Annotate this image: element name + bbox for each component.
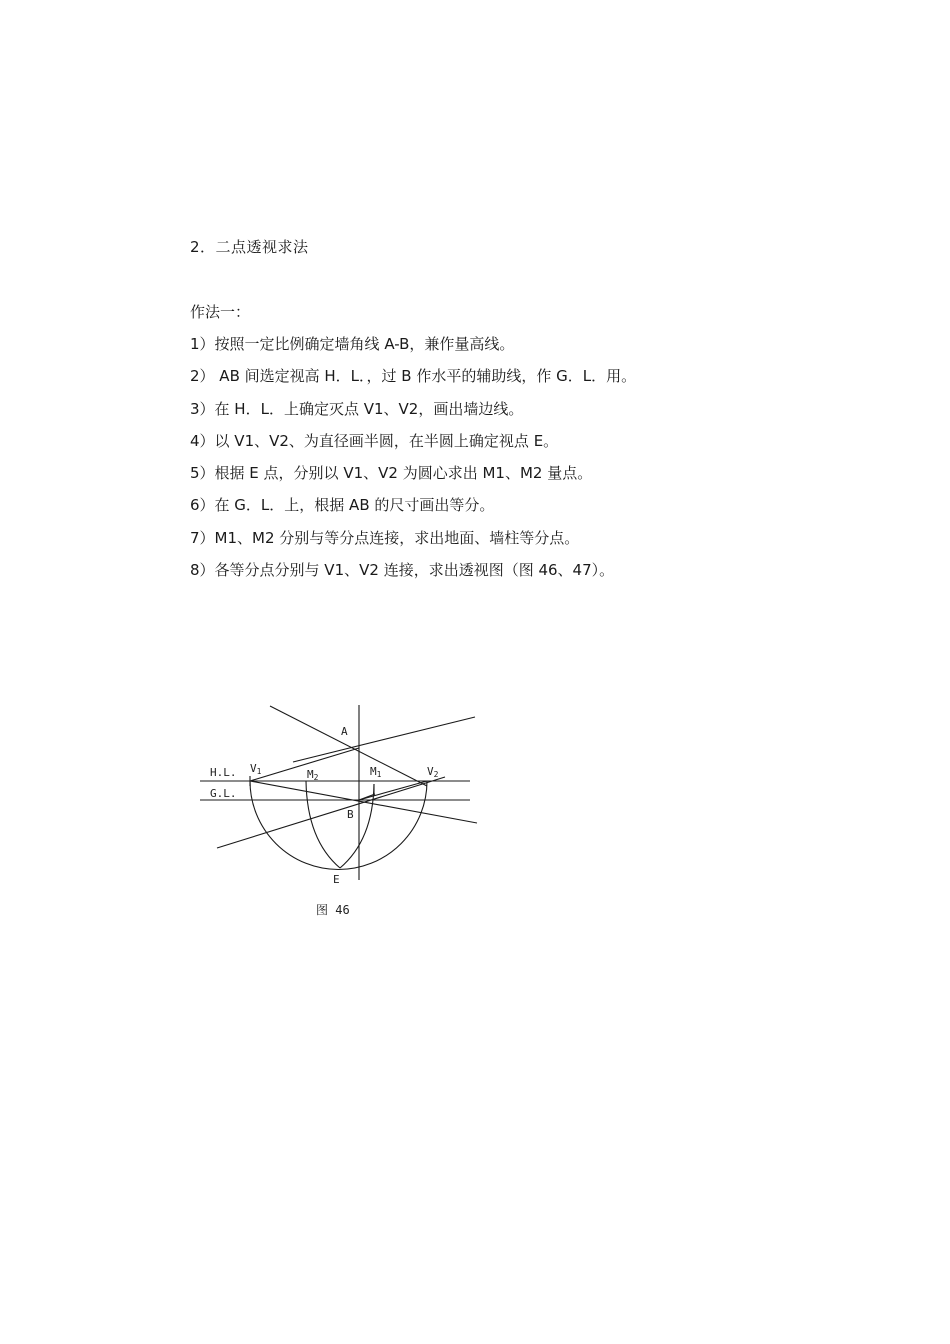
section-title: 2．二点透视求法 [190,238,309,256]
semicircle [250,781,427,870]
line-a-v1 [250,748,359,781]
step-item: 4）以 V1、V2、为直径画半圆，在半圆上确定视点 E。 [190,431,559,450]
perspective-figure [195,700,485,930]
wall-line-upper-left [270,706,427,786]
steps-list [190,334,636,592]
step-item: 3）在 H．L．上确定灭点 V1、V2，画出墙边线。 [190,399,524,418]
step-item: 7）M1、M2 分别与等分点连接，求出地面、墙柱等分点。 [190,528,580,547]
wall-line-upper-right [293,717,475,762]
label-v1: V1 [250,762,262,776]
label-hl: H.L. [210,766,237,779]
step-item: 5）根据 E 点，分别以 V1、V2 为圆心求出 M1、M2 量点。 [190,464,593,483]
label-a: A [341,725,348,738]
label-e: E [333,873,340,886]
figure-caption: 图 46 [316,903,350,917]
wall-line-lower-left [217,777,445,848]
label-b: B [347,808,354,821]
line-b-v2 [359,781,427,800]
step-item: 1）按照一定比例确定墙角线 A-B，兼作量高线。 [190,335,515,353]
label-gl: G.L. [210,787,237,800]
label-v2: V2 [427,765,439,779]
step-item: 6）在 G．L．上，根据 AB 的尺寸画出等分。 [190,496,495,515]
step-item: 2） AB 间选定视高 H．L．，过 B 作水平的辅助线，作 G．L．用。 [190,367,637,386]
method-title: 作法一： [190,303,251,321]
wall-line-lower-right [250,781,477,823]
perspective-diagram [195,700,485,930]
step-item: 8）各等分点分别与 V1、V2 连接，求出透视图（图 46、47）。 [190,561,615,580]
label-m1: M1 [370,765,382,779]
label-m2: M2 [307,768,319,782]
